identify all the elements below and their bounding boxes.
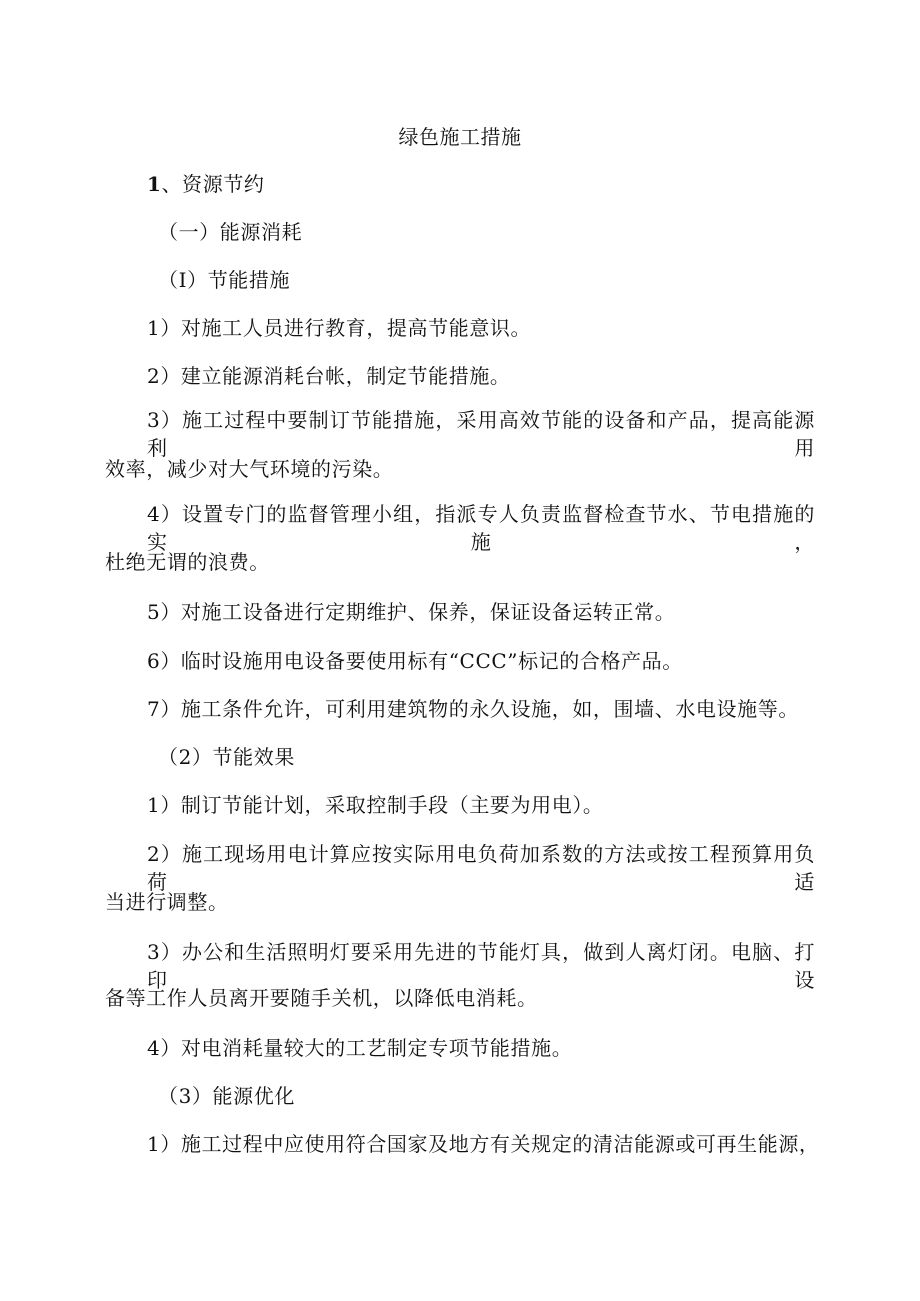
part-heading-energy-optimization: （3）能源优化 — [158, 1084, 295, 1108]
document-title: 绿色施工措施 — [398, 125, 522, 149]
paragraph-line: 1）制订节能计划，采取控制手段（主要为用电）。 — [147, 793, 604, 817]
part-heading-energy-saving-effect: （2）节能效果 — [158, 745, 295, 769]
paragraph-line: 3）办公和生活照明灯要采用先进的节能灯具，做到人离灯闭。电脑、打印设 — [147, 940, 815, 992]
paragraph-line: 1）对施工人员进行教育，提高节能意识。 — [147, 316, 532, 340]
paragraph-line: 6）临时设施用电设备要使用标有“CCC”标记的合格产品。 — [147, 649, 683, 673]
section-number: 1 — [147, 172, 162, 196]
paragraph-line: 效率，减少对大气环境的污染。 — [105, 457, 394, 481]
paragraph-line: 杜绝无谓的浪费。 — [105, 550, 270, 574]
paragraph-line: 4）对电消耗量较大的工艺制定专项节能措施。 — [147, 1036, 573, 1060]
paragraph-line: 2）施工现场用电计算应按实际用电负荷加系数的方法或按工程预算用负荷适 — [147, 842, 815, 894]
paragraph-line: 当进行调整。 — [105, 890, 229, 914]
subsection-heading: （一）能源消耗 — [158, 220, 303, 244]
section-heading — [147, 170, 265, 198]
paragraph-line: 3）施工过程中要制订节能措施，采用高效节能的设备和产品，提高能源利用 — [147, 408, 815, 460]
paragraph-line: 备等工作人员离开要随手关机，以降低电消耗。 — [105, 986, 538, 1010]
paragraph-line: 5）对施工设备进行定期维护、保养，保证设备运转正常。 — [147, 600, 676, 624]
paragraph-line: 1）施工过程中应使用符合国家及地方有关规定的清洁能源或可再生能源， — [147, 1132, 820, 1156]
paragraph-line: 4）设置专门的监督管理小组，指派专人负责监督检查节水、节电措施的实施， — [147, 502, 815, 554]
section-title: 、资源节约 — [161, 172, 265, 196]
paragraph-line: 2）建立能源消耗台帐，制定节能措施。 — [147, 364, 511, 388]
part-heading-energy-saving-measures: （I）节能措施 — [158, 268, 291, 292]
paragraph-line: 7）施工条件允许，可利用建筑物的永久设施，如，围墙、水电设施等。 — [147, 697, 799, 721]
